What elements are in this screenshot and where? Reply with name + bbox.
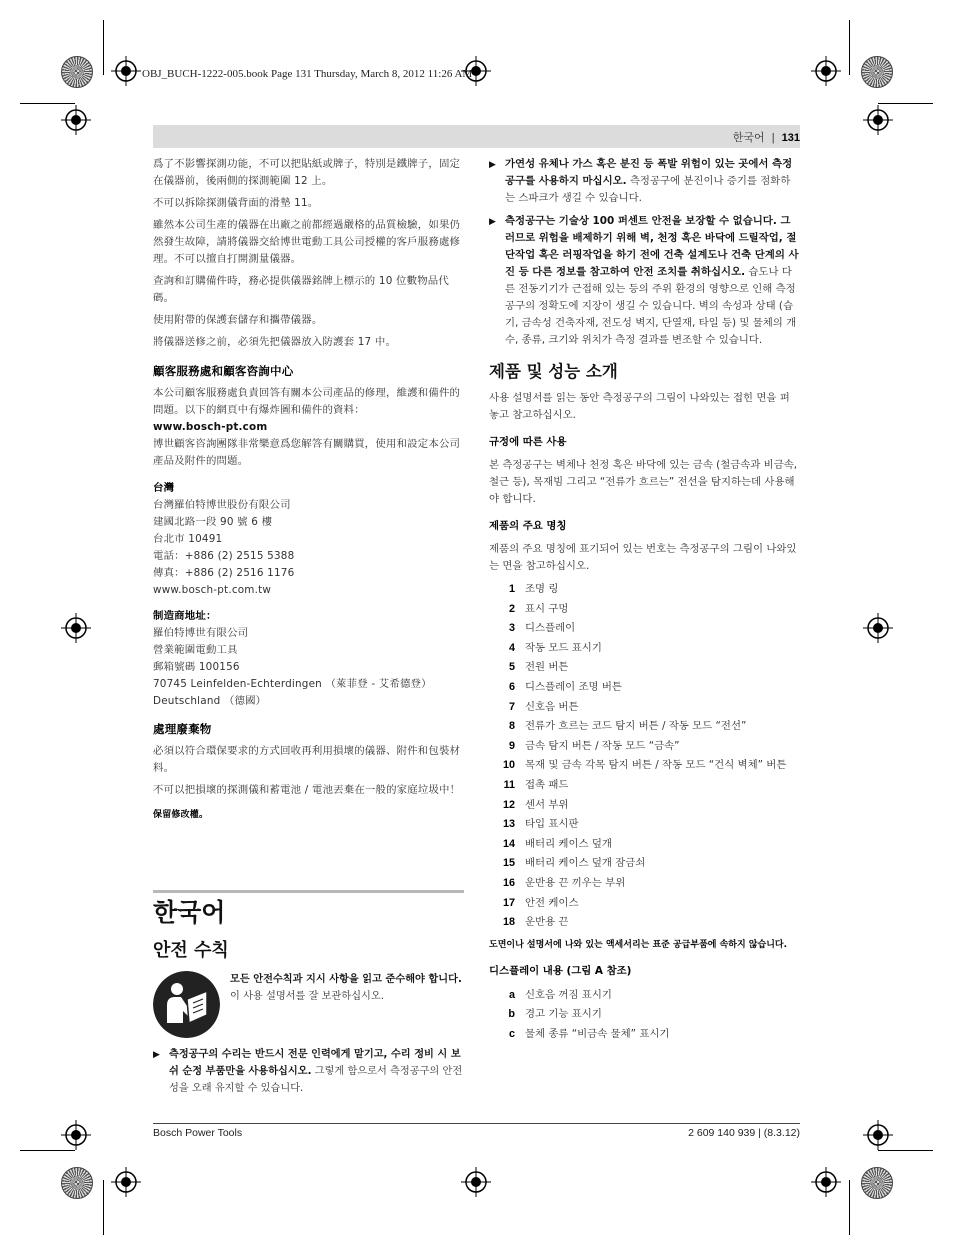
subsection-heading: 제품의 주요 명칭 <box>489 520 567 532</box>
paragraph: 雖然本公司生產的儀器在出廠之前都經過嚴格的品質檢驗，如果仍然發生故障，請將儀器交給博世電動工具公司授權的客戶服務處修理。不可以擅自打開測量儀器。 <box>153 219 461 265</box>
address-line: 營業範圍電動工具 <box>153 644 238 656</box>
paragraph: 查詢和訂購備件時，務必提供儀器銘牌上標示的 10 位數物品代碼。 <box>153 275 449 304</box>
website-link[interactable]: www.bosch-pt.com.tw <box>153 584 272 596</box>
section-heading: 제품 및 성능 소개 <box>489 362 618 381</box>
bullet-item <box>153 1046 464 1097</box>
item-text: 목재 및 금속 각목 탐지 버튼 / 작동 모드 “건식 벽체” 버튼 <box>525 759 787 772</box>
bullet-text: 그렇게 함으로서 측정공구의 안전성을 오래 유지할 수 있습니다. <box>169 1066 463 1094</box>
item-number: 16 <box>502 876 515 889</box>
safety-warning <box>230 971 464 1005</box>
paragraph: 사용 설명서를 읽는 동안 측정공구의 그림이 나와있는 접힌 면을 펴 놓고 참고하십시오. <box>489 392 790 421</box>
crop-mark <box>103 20 104 75</box>
warning-text: 이 사용 설명서를 잘 보관하십시오. <box>230 991 384 1002</box>
item-text: 배터리 케이스 덮개 <box>525 837 612 850</box>
address-line: 羅伯特博世有限公司 <box>153 627 249 639</box>
manufacturer-address <box>153 608 464 710</box>
page-number: 131 <box>781 132 800 144</box>
footer-doc-number: 2 609 140 939 | (8.3.12) <box>688 1127 800 1139</box>
item-text: 조명 링 <box>525 583 559 595</box>
warning-bold: 모든 안전수칙과 지시 사항을 읽고 준수해야 합니다. <box>230 974 462 985</box>
item-number: 14 <box>502 837 515 850</box>
registration-mark-icon <box>863 105 893 135</box>
list-item <box>489 796 800 816</box>
paragraph: 使用附帶的保護套儲存和攜帶儀器。 <box>153 314 323 326</box>
list-item <box>489 737 800 757</box>
triangle-bullet-icon: ▶ <box>489 217 496 227</box>
color-rosette-icon <box>861 56 893 88</box>
list-item <box>489 1005 800 1025</box>
list-item <box>489 815 800 835</box>
paragraph: 爲了不影響探測功能，不可以把貼紙或牌子，特別是鐵牌子，固定在儀器前，後兩側的探測範圍 12 上。 <box>153 158 461 187</box>
list-item <box>489 835 800 855</box>
paragraph: 본 측정공구는 벽체나 천정 혹은 바닥에 있는 금속 (철금속과 비금속, 철근 등), 목재빔 그리고 “전류가 흐르는” 전선을 탐지하는데 사용해야 합니다. <box>489 459 798 505</box>
bullet-item <box>489 213 800 349</box>
item-number: 3 <box>508 622 515 635</box>
page-header <box>733 129 800 145</box>
bullet-text: 습도나 다른 전동기기가 근접해 있는 등의 주위 환경의 영향으로 인해 측정공구의 정확도에 지장이 생길 수 있습니다. 벽의 속성과 상태 (습기, 금속성 건축자재, 전도성 벽지, 단열재, 타일 등) 및 물체의 개수, 종류, 크기와 위치가 측정 결과를 변조할 수 있습니다. <box>505 266 797 346</box>
list-item <box>489 913 800 933</box>
item-letter: c <box>508 1027 515 1040</box>
list-item <box>489 776 800 796</box>
registration-mark-icon <box>111 1167 141 1197</box>
right-column <box>489 156 800 1049</box>
address-label: 制造商地址： <box>153 610 217 622</box>
item-number: 9 <box>508 739 515 752</box>
triangle-bullet-icon: ▶ <box>489 160 496 170</box>
item-text: 전류가 흐르는 코드 탐지 버튼 / 작동 모드 “전선” <box>525 720 747 733</box>
item-text: 표시 구멍 <box>525 602 569 615</box>
item-number: 4 <box>508 641 515 654</box>
color-rosette-icon <box>61 56 93 88</box>
list-item <box>489 658 800 678</box>
item-number: 6 <box>508 680 515 693</box>
item-text: 운반용 끈 끼우는 부위 <box>525 876 626 889</box>
item-number: 11 <box>503 778 515 791</box>
header-language: 한국어 <box>732 132 765 144</box>
section-heading: 顧客服務處和顧客咨詢中心 <box>153 364 294 378</box>
paragraph: 將儀器送修之前，必須先把儀器放入防護套 17 中。 <box>153 336 397 348</box>
crop-mark <box>849 20 850 75</box>
item-letter: b <box>508 1008 515 1021</box>
item-text: 접촉 패드 <box>525 778 569 791</box>
address-line: 台灣羅伯特博世股份有限公司 <box>153 499 291 511</box>
bullet-item <box>489 156 800 207</box>
fax-line: 傳真：+886 (2) 2516 1176 <box>153 567 295 579</box>
bullet-text: 측정공구에 분진이나 증기를 점화하는 스파크가 생길 수 있습니다. <box>505 175 791 204</box>
registration-mark-icon <box>461 1167 491 1197</box>
bullet-bold: 가연성 유체나 가스 혹은 분진 등 폭발 위험이 있는 곳에서 측정공구를 사용하지 마십시오. <box>505 158 793 187</box>
triangle-bullet-icon: ▶ <box>153 1050 160 1060</box>
accessory-note: 도면이나 설명서에 나와 있는 액세서리는 표준 공급부품에 속하지 않습니다. <box>489 939 788 950</box>
registration-mark-icon <box>863 613 893 643</box>
taiwan-address <box>153 480 464 599</box>
reserve-note: 保留修改權。 <box>153 810 209 820</box>
component-list <box>489 580 800 933</box>
item-letter: a <box>508 988 515 1001</box>
crop-mark <box>878 1150 933 1151</box>
section-heading: 處理廢棄物 <box>153 722 212 736</box>
paragraph: 必須以符合環保要求的方式回收再利用損壞的儀器、附件和包裝材料。 <box>153 745 461 774</box>
crop-mark <box>849 1180 850 1235</box>
item-text: 운반용 끈 <box>525 916 569 929</box>
left-column <box>153 156 464 829</box>
item-text: 디스플레이 조명 버튼 <box>525 680 622 693</box>
item-number: 15 <box>502 857 515 870</box>
item-number: 5 <box>508 661 515 674</box>
address-line: 台北市 10491 <box>153 533 223 545</box>
registration-mark-icon <box>61 613 91 643</box>
paragraph: 不可以把損壞的探測儀和蓄電池 / 電池丟棄在一般的家庭垃圾中！ <box>153 784 461 796</box>
item-number: 10 <box>502 759 515 772</box>
paragraph: 제품의 주요 명칭에 표기되어 있는 번호는 측정공구의 그림이 나와있는 면을 참고하십시오. <box>489 543 797 572</box>
color-rosette-icon <box>861 1167 893 1199</box>
item-text: 물체 종류 “비금속 물체” 표시기 <box>525 1027 670 1040</box>
registration-mark-icon <box>863 1120 893 1150</box>
address-line: Deutschland （德國） <box>153 695 267 707</box>
list-item <box>489 894 800 914</box>
list-item <box>489 580 800 600</box>
item-text: 작동 모드 표시기 <box>525 641 602 654</box>
paragraph: 不可以拆除探測儀背面的滑墊 11。 <box>153 197 319 209</box>
item-text: 경고 기능 표시기 <box>525 1008 602 1021</box>
list-item <box>489 619 800 639</box>
list-item <box>489 678 800 698</box>
item-number: 13 <box>502 818 515 831</box>
list-item <box>489 756 800 776</box>
list-item <box>489 986 800 1006</box>
footer-brand: Bosch Power Tools <box>153 1127 243 1139</box>
list-item <box>489 698 800 718</box>
address-line: 建國北路一段 90 號 6 樓 <box>153 516 273 528</box>
item-number: 18 <box>502 916 515 929</box>
item-text: 신호음 버튼 <box>525 700 579 713</box>
address-label: 台灣 <box>153 482 175 494</box>
item-text: 안전 케이스 <box>525 896 579 909</box>
crop-mark <box>20 103 75 104</box>
header-separator: | <box>771 132 775 144</box>
print-slug: OBJ_BUCH-1222-005.book Page 131 Thursday, March 8, 2012 11:26 AM <box>142 68 473 80</box>
footer-rule <box>153 1123 800 1124</box>
language-title: 한국어 <box>153 898 226 927</box>
paragraph: 博世顧客咨詢團隊非常樂意爲您解答有關購買，使用和設定本公司產品及附件的問題。 <box>153 438 461 467</box>
registration-mark-icon <box>811 1167 841 1197</box>
item-text: 금속 탐지 버튼 / 작동 모드 “금속” <box>525 739 680 752</box>
list-item <box>489 639 800 659</box>
website-link[interactable]: www.bosch-pt.com <box>153 421 268 433</box>
list-item <box>489 854 800 874</box>
list-item <box>489 600 800 620</box>
crop-mark <box>878 103 933 104</box>
safety-title: 안전 수칙 <box>153 940 229 961</box>
paragraph: 本公司顧客服務處負責回答有關本公司產品的修理，維護和備件的問題。以下的網頁中有爆炸圖和備件的資料： <box>153 387 461 416</box>
list-item <box>489 874 800 894</box>
item-text: 센서 부위 <box>525 798 569 811</box>
bullet-bold: 측정공구는 기술상 100 퍼센트 안전을 보장할 수 없습니다. 그러므로 위험을 배제하기 위해 벽, 천정 혹은 바닥에 드릴작업, 절단작업 혹은 러핑작업을 하기 전에 건축 설계도나 건축 단계의 사진 등 다른 정보를 참고하여 안전 조치를 취하십시오. <box>505 215 799 278</box>
item-text: 전원 버튼 <box>525 661 569 674</box>
address-line: 郵箱號碼 100156 <box>153 661 240 673</box>
color-rosette-icon <box>61 1167 93 1199</box>
display-list <box>489 986 800 1045</box>
item-text: 신호음 꺼짐 표시기 <box>525 988 612 1001</box>
crop-mark <box>20 1150 75 1151</box>
safety-bullet <box>153 1046 464 1103</box>
subsection-heading: 디스플레이 내용 (그림 A 참조) <box>489 964 632 977</box>
registration-mark-icon <box>61 105 91 135</box>
item-text: 배터리 케이스 덮개 잠금쇠 <box>525 857 646 870</box>
item-number: 17 <box>502 896 515 909</box>
phone-line: 電話：+886 (2) 2515 5388 <box>153 550 295 562</box>
item-number: 7 <box>508 700 515 713</box>
item-number: 2 <box>508 602 515 615</box>
registration-mark-icon <box>111 56 141 86</box>
subsection-heading: 규정에 따른 사용 <box>489 436 567 448</box>
item-number: 8 <box>508 720 515 733</box>
list-item <box>489 717 800 737</box>
item-text: 타입 표시판 <box>525 818 579 831</box>
address-line: 70745 Leinfelden-Echterdingen （萊菲登 - 艾希德登） <box>153 678 432 690</box>
item-number: 1 <box>508 583 515 595</box>
item-text: 디스플레이 <box>525 622 576 635</box>
registration-mark-icon <box>61 1120 91 1150</box>
header-bar <box>153 125 800 148</box>
crop-mark <box>103 1180 104 1235</box>
item-number: 12 <box>502 798 515 811</box>
read-manual-icon <box>153 971 220 1038</box>
bullet-bold: 측정공구의 수리는 반드시 전문 인력에게 맡기고, 수리 정비 시 보쉬 순정 부품만을 사용하십시오. <box>169 1049 461 1077</box>
list-item <box>489 1025 800 1045</box>
registration-mark-icon <box>811 56 841 86</box>
